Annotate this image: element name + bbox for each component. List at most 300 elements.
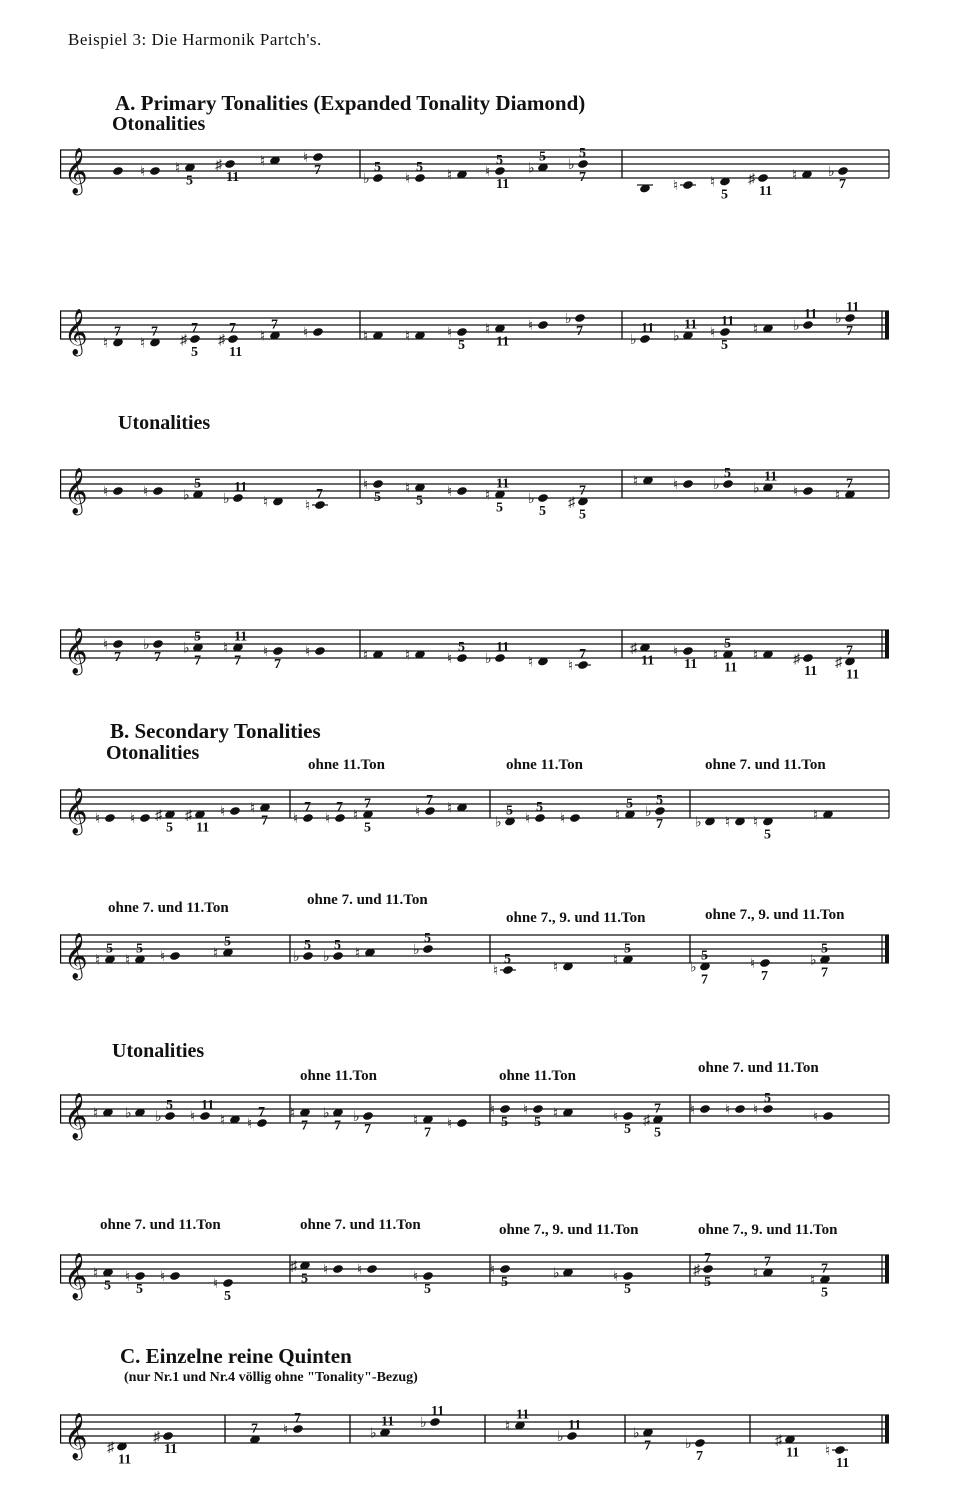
accidental: ♭ [223,492,230,507]
ratio-label: 11 [229,345,243,360]
accidental: ♭ [633,1426,640,1442]
accidental: ♮ [93,1266,99,1282]
notehead [456,486,468,496]
accidental: ♮ [283,1423,289,1438]
accidental: ♮ [93,1106,99,1122]
notehead [622,1111,634,1121]
ratio-label: 5 [701,948,708,964]
ratio-label: 11 [846,667,860,683]
accidental: ♮ [505,1419,511,1435]
ratio-label: 11 [568,1418,582,1433]
ratio-label: 5 [458,338,465,353]
ratio-label: 5 [416,493,423,509]
ratio-label: 7 [761,969,768,984]
notehead [314,646,326,656]
ratio-label: 5 [821,1285,828,1301]
accidental: ♮ [160,950,166,965]
accidental: ♭ [293,950,300,965]
ratio-label: 5 [821,941,828,957]
ratio-label: 7 [258,1105,265,1120]
accidental: ♮ [143,485,149,500]
ratio-label: 11 [846,300,860,315]
notehead [139,813,151,823]
ratio-label: 7 [336,800,343,815]
notehead [169,951,181,961]
accidental: ♮ [213,1277,219,1292]
example-caption: Beispiel 3: Die Harmonik Partch's. [68,30,322,49]
treble-clef-icon: 𝄞 [64,148,88,193]
ratio-label: 5 [764,1091,771,1106]
accidental: ♯ [180,333,187,348]
accidental: ♭ [143,638,150,653]
accidental: ♮ [363,648,369,664]
utonalities-label-b: Utonalities [112,1040,205,1062]
omission-label: ohne 11.Ton [499,1068,576,1084]
accidental: ♮ [293,812,299,827]
accidental: ♮ [363,478,369,493]
accidental: ♮ [413,1113,419,1129]
accidental: ♮ [613,1110,619,1125]
staff-b-oto-2 [60,913,890,993]
accidental: ♭ [557,1430,564,1445]
accidental: ♭ [528,492,535,507]
accidental: ♭ [673,329,680,345]
accidental: ♮ [713,648,719,664]
ratio-label: 7 [114,324,121,340]
accidental: ♮ [247,1117,253,1132]
ratio-label: 11 [684,317,698,333]
accidental: ♮ [753,1103,759,1118]
notehead [537,320,549,330]
ratio-label: 7 [839,177,846,192]
notehead [312,152,324,162]
accidental: ♯ [643,1113,650,1129]
ratio-label: 5 [304,938,311,953]
section-c-title: C. Einzelne reine Quinten [120,1344,352,1368]
ratio-label: 7 [424,1125,431,1141]
ratio-label: 7 [656,817,663,832]
ratio-label: 5 [136,941,143,957]
accidental: ♮ [568,659,574,674]
section-a-title: A. Primary Tonalities (Expanded Tonality Diamond) [115,91,586,115]
ratio-label: 11 [516,1407,530,1423]
accidental: ♮ [95,812,101,827]
accidental: ♭ [370,1426,377,1442]
otonalities-label-b: Otonalities [106,742,200,764]
accidental: ♮ [447,326,453,341]
staff-b-oto-1 [60,768,890,848]
accidental: ♭ [363,172,370,187]
ratio-label: 5 [224,934,231,950]
accidental: ♮ [810,1273,816,1289]
ratio-label: 5 [539,149,546,165]
accidental: ♮ [175,161,181,177]
accidental: ♮ [493,964,499,979]
omission-label: ohne 7. und 11.Ton [705,757,826,773]
accidental: ♭ [645,805,652,820]
accidental: ♮ [528,319,534,334]
notehead [694,1438,706,1448]
notehead [537,493,549,503]
omission-label: ohne 11.Ton [300,1068,377,1084]
ratio-label: 5 [424,1282,431,1297]
omission-label: ohne 7. und 11.Ton [300,1217,421,1233]
accidental: ♮ [353,808,359,824]
ratio-label: 5 [504,952,511,967]
ratio-label: 5 [624,941,631,957]
final-barline-thick [885,1255,889,1283]
treble-clef-icon: 𝄞 [64,1093,88,1138]
accidental: ♯ [693,1263,700,1278]
staff-b-uto-1 [60,1073,890,1153]
ratio-label: 5 [579,146,586,161]
ratio-label: 11 [496,177,510,192]
notehead [169,1271,181,1281]
accidental: ♮ [263,495,269,511]
accidental: ♭ [793,319,800,334]
accidental: ♮ [490,1263,496,1278]
final-barline-thick [885,311,889,339]
accidental: ♮ [250,801,256,817]
accidental: ♮ [753,648,759,664]
omission-label: ohne 7. und 11.Ton [108,900,229,916]
ratio-label: 5 [136,1282,143,1297]
accidental: ♮ [813,1110,819,1125]
accidental: ♮ [753,1266,759,1282]
ratio-label: 11 [641,321,655,336]
notehead [837,166,849,176]
notehead [834,1445,846,1455]
accidental: ♮ [103,638,109,653]
accidental: ♭ [485,652,492,667]
ratio-label: 5 [579,507,586,523]
ratio-label: 11 [164,1442,178,1457]
notehead [499,1104,511,1114]
accidental: ♭ [528,161,535,177]
accidental: ♮ [792,168,798,184]
ratio-label: 7 [334,1118,341,1134]
notehead [422,1271,434,1281]
ratio-label: 7 [271,317,278,333]
ratio-label: 5 [506,803,513,819]
ratio-label: 7 [194,653,201,669]
notehead [104,813,116,823]
ratio-label: 5 [534,1115,541,1130]
accidental: ♮ [673,179,679,194]
ratio-label: 7 [701,972,708,988]
notehead [682,479,694,489]
accidental: ♮ [325,812,331,827]
accidental: ♮ [835,488,841,504]
accidental: ♮ [690,1103,696,1118]
section-c-note: (nur Nr.1 und Nr.4 völlig ohne "Tonality"-Bezug) [124,1370,418,1385]
accidental: ♮ [305,499,311,514]
ratio-label: 5 [424,931,431,946]
ratio-label: 7 [364,1122,371,1137]
ratio-label: 5 [194,476,201,492]
accidental: ♮ [303,151,309,166]
treble-clef-icon: 𝄞 [64,1413,88,1458]
ratio-label: 7 [234,653,241,669]
ratio-label: 5 [334,938,341,953]
ratio-label: 5 [536,800,543,815]
accidental: ♮ [323,1263,329,1278]
ratio-label: 5 [501,1275,508,1290]
accidental: ♮ [213,946,219,962]
ratio-label: 11 [496,334,510,350]
ratio-label: 5 [624,1282,631,1297]
notehead [149,166,161,176]
ratio-label: 7 [654,1101,661,1117]
accidental: ♭ [568,158,575,173]
ratio-label: 5 [104,1278,111,1294]
accidental: ♭ [828,165,835,180]
notehead [802,653,814,663]
staff-a-oto-2 [60,289,890,369]
accidental: ♮ [447,485,453,500]
accidental: ♮ [305,645,311,660]
notehead [456,1118,468,1128]
notehead [312,327,324,337]
accidental: ♮ [223,641,229,657]
accidental: ♮ [525,812,531,827]
accidental: ♭ [413,943,420,958]
staff-a-uto-2 [60,608,890,688]
notehead [499,1264,511,1274]
ratio-label: 5 [724,636,731,652]
accidental: ♮ [750,957,756,972]
omission-label: ohne 11.Ton [506,757,583,773]
notehead [759,958,771,968]
accidental: ♮ [415,805,421,820]
accidental: ♮ [103,485,109,500]
accidental: ♭ [630,333,637,348]
accidental: ♮ [725,815,731,831]
notehead [222,1278,234,1288]
accidental: ♭ [835,312,842,327]
ratio-label: 7 [251,1421,258,1437]
ratio-label: 11 [118,1452,132,1468]
notehead [699,1104,711,1114]
ratio-label: 5 [374,160,381,175]
notehead [112,639,124,649]
ratio-label: 5 [191,345,198,360]
ratio-label: 11 [786,1445,800,1461]
notehead [757,173,769,183]
ratio-label: 5 [374,490,381,505]
accidental: ♮ [793,485,799,500]
ratio-label: 7 [764,1254,771,1270]
accidental: ♯ [185,808,192,824]
treble-clef-icon: 𝄞 [64,309,88,354]
ratio-label: 11 [496,640,510,655]
accidental: ♮ [140,336,146,352]
omission-label: ohne 7., 9. und 11.Ton [499,1222,639,1238]
accidental: ♯ [155,808,162,824]
accidental: ♯ [748,172,755,187]
ratio-label: 5 [301,1271,308,1287]
accidental: ♮ [405,648,411,664]
notehead [569,813,581,823]
ratio-label: 11 [641,653,655,669]
accidental: ♯ [153,1430,160,1445]
ratio-label: 7 [579,170,586,185]
ratio-label: 7 [314,163,321,178]
ratio-label: 5 [704,1275,711,1290]
accidental: ♮ [710,326,716,341]
ratio-label: 11 [804,307,818,322]
accidental: ♮ [485,165,491,180]
accidental: ♭ [183,641,190,657]
notehead [152,486,164,496]
ratio-label: 11 [759,184,773,199]
notehead [366,1264,378,1274]
ratio-label: 5 [186,173,193,189]
ratio-label: 11 [431,1404,445,1419]
accidental: ♮ [485,488,491,504]
ratio-label: 7 [191,321,198,336]
ratio-label: 5 [654,1125,661,1141]
ratio-label: 7 [821,965,828,981]
notehead [162,1431,174,1441]
treble-clef-icon: 𝄞 [64,628,88,673]
notehead [229,806,241,816]
accidental: ♯ [630,641,637,657]
notehead [734,1104,746,1114]
ratio-label: 5 [539,504,546,519]
notehead [822,1111,834,1121]
accidental: ♭ [183,488,190,504]
accidental: ♮ [355,946,361,962]
notehead [574,313,586,323]
ratio-label: 5 [416,160,423,175]
treble-clef-icon: 𝄞 [64,468,88,513]
accidental: ♮ [485,322,491,338]
ratio-label: 5 [624,1122,631,1137]
accidental: ♮ [303,326,309,341]
omission-label: ohne 7. und 11.Ton [307,892,428,908]
ratio-label: 7 [821,1261,828,1277]
ratio-label: 7 [576,324,583,339]
accidental: ♮ [220,1113,226,1129]
accidental: ♮ [405,329,411,345]
ratio-label: 7 [696,1449,703,1464]
accidental: ♭ [753,481,760,497]
accidental: ♭ [685,1437,692,1452]
treble-clef-icon: 𝄞 [64,1253,88,1298]
accidental: ♮ [103,336,109,352]
notehead [112,166,124,176]
ratio-label: 5 [721,187,728,203]
accidental: ♭ [420,1416,427,1431]
omission-label: ohne 7., 9. und 11.Ton [506,910,646,926]
otonalities-label-a: Otonalities [112,113,206,135]
treble-clef-icon: 𝄞 [64,788,88,833]
notehead [224,159,236,169]
ratio-label: 11 [234,480,248,495]
accidental: ♮ [405,481,411,497]
staff-c-fifths [60,1393,890,1473]
ratio-label: 7 [846,324,853,339]
ratio-label: 7 [304,800,311,815]
ratio-label: 5 [224,1289,231,1304]
ratio-label: 7 [364,796,371,812]
staff-b-uto-2 [60,1233,890,1313]
accidental: ♮ [710,175,716,191]
ratio-label: 5 [501,1115,508,1130]
notehead [682,646,694,656]
ratio-label: 11 [234,629,248,645]
ratio-label: 5 [106,941,113,957]
section-b-title: B. Secondary Tonalities [110,719,321,743]
accidental: ♭ [690,960,697,976]
accidental: ♯ [568,495,575,511]
accidental: ♭ [155,1110,162,1125]
accidental: ♮ [220,805,226,820]
accidental: ♮ [357,1263,363,1278]
ratio-label: 7 [301,1118,308,1134]
ratio-label: 7 [704,1251,711,1266]
ratio-label: 7 [114,650,121,665]
ratio-label: 7 [579,647,586,662]
accidental: ♮ [413,1270,419,1285]
ratio-label: 11 [764,469,778,485]
ratio-label: 7 [644,1438,651,1454]
ratio-label: 5 [496,153,503,168]
notehead [456,327,468,337]
accidental: ♮ [263,645,269,660]
ratio-label: 5 [166,1098,173,1113]
accidental: ♮ [725,1103,731,1118]
accidental: ♭ [323,1106,330,1122]
accidental: ♮ [825,1444,831,1459]
notehead [532,1104,544,1114]
omission-label: ohne 7., 9. und 11.Ton [705,907,845,923]
accidental: ♮ [673,645,679,660]
ratio-label: 5 [496,500,503,516]
accidental: ♮ [260,154,266,170]
ratio-label: 7 [261,813,268,829]
accidental: ♭ [353,1110,360,1125]
ratio-label: 11 [684,657,698,672]
accidental: ♭ [323,950,330,965]
ratio-label: 5 [166,820,173,836]
notehead [332,1264,344,1274]
accidental: ♮ [560,812,566,827]
omission-label: ohne 7., 9. und 11.Ton [698,1222,838,1238]
ratio-label: 11 [721,314,735,329]
final-barline-thick [885,630,889,658]
accidental: ♮ [613,953,619,969]
accidental: ♮ [753,322,759,338]
notehead [682,180,694,190]
notehead [272,646,284,656]
accidental: ♭ [810,953,817,969]
staff-a-uto-1 [60,448,890,528]
accidental: ♮ [363,329,369,345]
accidental: ♭ [495,815,502,831]
accidental: ♭ [565,312,572,327]
ratio-label: 11 [226,170,240,185]
utonalities-label-a: Utonalities [118,412,211,434]
notehead [802,486,814,496]
accidental: ♮ [553,1106,559,1122]
ratio-label: 11 [496,476,510,492]
accidental: ♯ [793,652,800,667]
accidental: ♮ [528,655,534,671]
omission-label: ohne 7. und 11.Ton [698,1060,819,1076]
notehead [112,486,124,496]
